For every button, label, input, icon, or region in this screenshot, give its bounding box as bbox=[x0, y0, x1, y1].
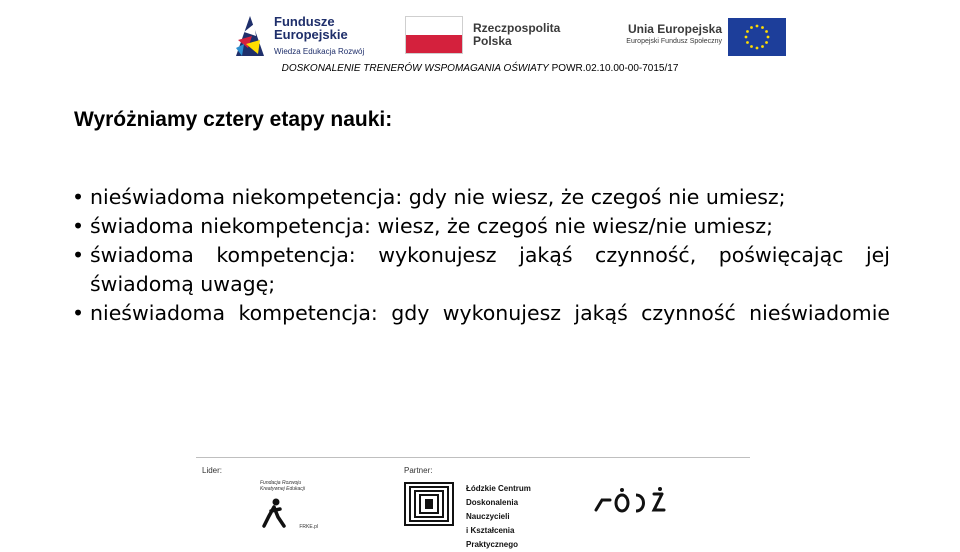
lodn-logo-icon bbox=[592, 486, 672, 516]
bullet-text: nieświadoma kompetencja: gdy wykonujesz jakąś czynność nieświadomie bbox=[90, 301, 890, 325]
bullet-dot: • bbox=[72, 185, 85, 209]
frke-logo-text: Fundacja Rozwoju Kreatywnej Edukacji bbox=[260, 480, 306, 492]
frke-logo bbox=[256, 476, 322, 532]
bullet-item bbox=[72, 241, 890, 299]
eu-star-icon bbox=[761, 45, 764, 48]
footer-divider bbox=[196, 457, 750, 458]
footer-partners bbox=[196, 456, 750, 549]
running-figure-icon bbox=[260, 498, 288, 528]
bullet-item bbox=[72, 212, 890, 241]
polish-flag-icon bbox=[405, 16, 463, 54]
bullet-text: świadoma niekompetencja: wiesz, że czegoś nie wiesz/nie umiesz; bbox=[90, 214, 773, 238]
fe-logo-subtitle: Wiedza Edukacja Rozwój bbox=[274, 47, 365, 56]
eu-star-icon bbox=[761, 26, 764, 29]
rzeczpospolita-polska-logo bbox=[405, 16, 575, 56]
eu-star-icon bbox=[756, 25, 759, 28]
bullet-text: świadoma kompetencja: wykonujesz jakąś czynność, poświęcając jej świadomą uwagę; bbox=[90, 243, 890, 296]
eu-star-icon bbox=[765, 41, 768, 44]
ue-logo-subtitle: Europejski Fundusz Społeczny bbox=[626, 38, 722, 45]
eu-star-icon bbox=[767, 36, 770, 39]
bullet-item bbox=[72, 183, 890, 212]
eu-star-icon bbox=[765, 30, 768, 33]
frke-logo-url: FRKE.pl bbox=[299, 524, 318, 530]
fundusze-europejskie-mark-icon bbox=[234, 14, 268, 58]
eu-flag-icon bbox=[728, 18, 786, 56]
project-title bbox=[0, 63, 960, 74]
bullet-text: nieświadoma niekompetencja: gdy nie wiesz, że czegoś nie umiesz; bbox=[90, 185, 786, 209]
unia-europejska-logo bbox=[600, 18, 790, 58]
ue-logo-title: Unia Europejska bbox=[627, 22, 722, 36]
project-code: POWR.02.10.00-00-7015/17 bbox=[548, 63, 679, 74]
bullet-item bbox=[72, 299, 890, 328]
partner-label: Partner: bbox=[404, 466, 433, 475]
eu-star-icon bbox=[745, 36, 748, 39]
fundusze-europejskie-logo bbox=[230, 12, 380, 60]
rp-logo-text: Rzeczpospolita Polska bbox=[473, 21, 561, 48]
lcdnikp-logo-text: Łódzkie Centrum Doskonalenia Nauczycieli i Kształcenia Praktycznego bbox=[466, 484, 531, 549]
eu-star-icon bbox=[746, 30, 749, 33]
fe-logo-title: Fundusze Europejskie bbox=[274, 14, 348, 42]
eu-star-icon bbox=[756, 47, 759, 50]
lcdnikp-logo bbox=[402, 480, 562, 549]
bullet-list bbox=[72, 183, 890, 328]
bullet-dot: • bbox=[72, 301, 85, 325]
eu-star-icon bbox=[746, 41, 749, 44]
header-logos bbox=[230, 10, 795, 60]
slide-heading: Wyróżniamy cztery etapy nauki: bbox=[74, 108, 393, 131]
nested-squares-icon bbox=[404, 482, 454, 526]
bullet-dot: • bbox=[72, 214, 85, 238]
lider-label: Lider: bbox=[202, 466, 223, 475]
bullet-dot: • bbox=[72, 243, 85, 267]
project-name: DOSKONALENIE TRENERÓW WSPOMAGANIA OŚWIATY bbox=[281, 63, 549, 74]
eu-star-icon bbox=[750, 26, 753, 29]
eu-star-icon bbox=[750, 45, 753, 48]
